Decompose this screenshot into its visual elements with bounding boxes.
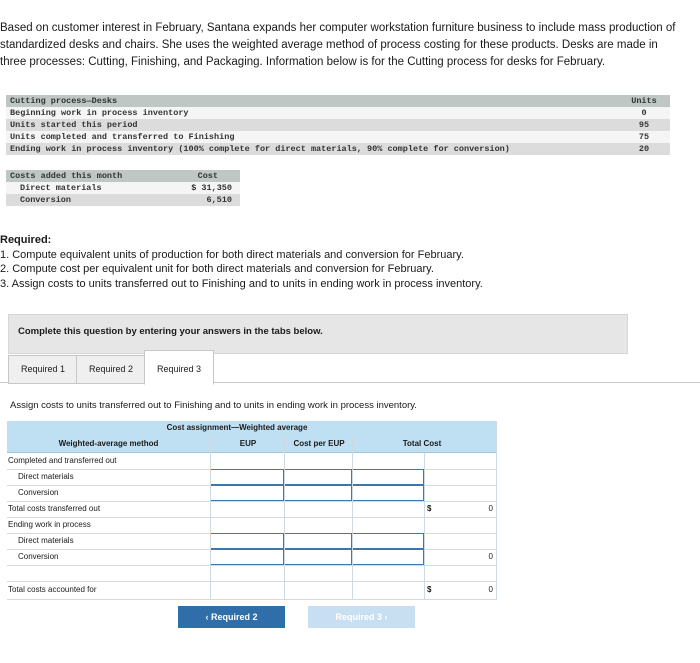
table-row: Total costs transferred out $ 0 (7, 501, 497, 518)
costs-added-table (6, 170, 240, 206)
cost-header: Cost (197, 171, 218, 181)
col-cost-per-eup: Cost per EUP (293, 439, 345, 448)
total-dm-completed-input[interactable] (352, 469, 424, 485)
required-section (0, 233, 483, 291)
table-group-header-row (7, 421, 497, 435)
col-method: Weighted-average method (58, 439, 159, 448)
eup-conv-completed-input[interactable] (210, 485, 284, 501)
required-item-2: 2. Compute cost per equivalent unit for both direct materials and conversion for February. (0, 263, 434, 275)
cutting-row: Ending work in process inventory (100% complete for direct materials, 90% complete for conversion) (6, 143, 670, 155)
eup-conv-ending-input[interactable] (210, 549, 284, 565)
table-row: Direct materials (7, 533, 497, 550)
intro-line-2: standardized desks and chairs. She uses the weighted average method of process costing for these products. Desks are made in (0, 39, 658, 51)
eup-dm-ending-input[interactable] (210, 533, 284, 549)
units-value: 20 (638, 144, 650, 154)
group-header: Cost assignment—Weighted average (166, 423, 308, 432)
required-item-3: 3. Assign costs to units transferred out to Finishing and to units in ending work in process inventory. (0, 277, 483, 290)
total-accounted-value: 0 (488, 585, 493, 594)
costs-row: Direct materials $ 31,350 (6, 182, 240, 194)
units-header: Units (618, 95, 670, 107)
table-row: Conversion 0 (7, 549, 497, 566)
table-column-header-row (7, 435, 497, 453)
table-row: Total costs accounted for $ 0 (7, 581, 497, 600)
tab-required-3[interactable]: Required 3 (144, 350, 214, 385)
tab-required-2[interactable]: Required 2 (76, 355, 146, 384)
col-eup: EUP (239, 439, 257, 448)
costs-header: Costs added this month (10, 171, 123, 181)
units-value: 95 (638, 120, 650, 130)
tab-required-1[interactable]: Required 1 (8, 355, 78, 384)
cutting-row: Units started this period (6, 119, 670, 131)
cutting-row: Units completed and transferred to Finishing (6, 131, 670, 143)
table-row: Conversion (7, 485, 497, 502)
cutting-header-row (6, 95, 670, 107)
cutting-header: Cutting process—Desks (10, 96, 118, 106)
required-item-1: 1. Compute equivalent units of production for both direct materials and conversion for February. (0, 248, 464, 261)
cpe-conv-ending-input[interactable] (284, 549, 352, 565)
total-transferred-value: 0 (488, 504, 493, 513)
costs-row: Conversion 6,510 (6, 194, 240, 206)
instruction-text: Complete this question by entering your answers in the tabs below. (18, 326, 323, 337)
instruction-bar (8, 314, 628, 354)
table-row: Direct materials (7, 469, 497, 486)
cpe-dm-completed-input[interactable] (284, 469, 352, 485)
next-required-button[interactable]: Required 3 › (308, 606, 415, 628)
total-conv-ending-input[interactable] (352, 549, 424, 565)
intro-line-3: three processes: Cutting, Finishing, and Packaging. Information below is for the Cutting process for desks for February. (0, 56, 606, 68)
cutting-row: Beginning work in process inventory (6, 107, 670, 119)
problem-intro (0, 20, 700, 71)
table-row: Ending work in process (7, 517, 497, 534)
units-value: 0 (641, 108, 647, 118)
costs-header-row (6, 170, 240, 182)
intro-line-1: Based on customer interest in February, Santana expands her computer workstation furniture business to include mass production of (0, 22, 676, 34)
prev-required-button[interactable]: ‹ Required 2 (178, 606, 285, 628)
table-row: Completed and transferred out (7, 453, 497, 470)
units-column (618, 95, 670, 155)
required-heading: Required: (0, 234, 52, 246)
assign-instruction: Assign costs to units transferred out to Finishing and to units in ending work in process inventory. (10, 400, 417, 411)
cutting-process-table (6, 95, 670, 155)
units-value: 75 (638, 132, 650, 142)
total-conv-completed-input[interactable] (352, 485, 424, 501)
ending-total-value: 0 (488, 552, 493, 561)
col-total-cost: Total Cost (402, 439, 442, 448)
cpe-conv-completed-input[interactable] (284, 485, 352, 501)
total-dm-ending-input[interactable] (352, 533, 424, 549)
eup-dm-completed-input[interactable] (210, 469, 284, 485)
cpe-dm-ending-input[interactable] (284, 533, 352, 549)
